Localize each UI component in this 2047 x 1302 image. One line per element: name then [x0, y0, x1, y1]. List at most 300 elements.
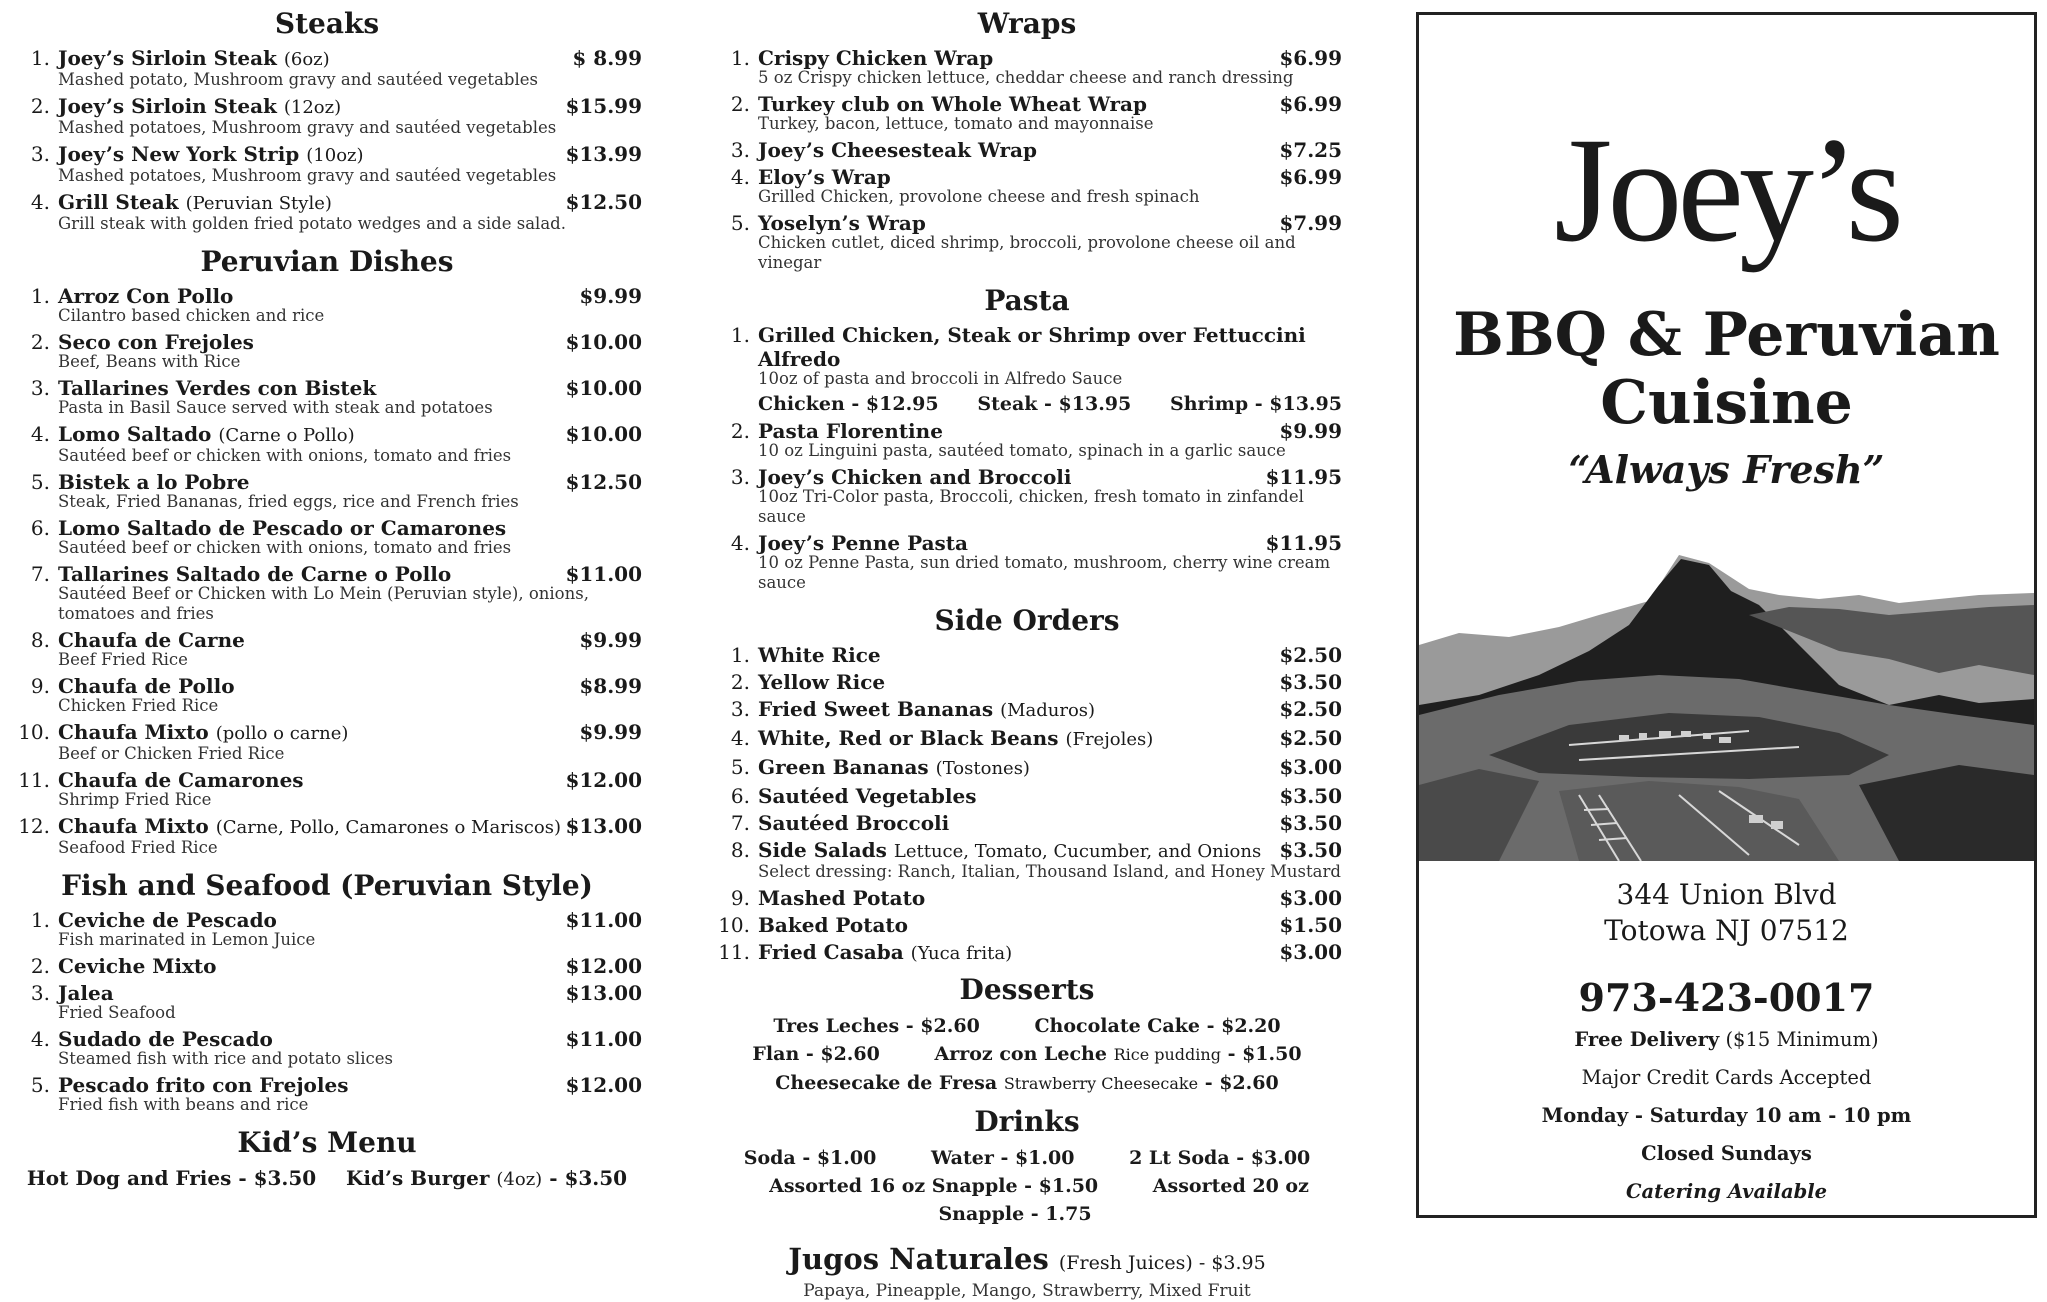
item-price: $15.99 — [565, 94, 642, 118]
item-name: Baked Potato — [758, 913, 909, 937]
kids-item-hotdog: Hot Dog and Fries - $3.50 — [26, 1166, 317, 1190]
item-number: 3. — [30, 376, 50, 400]
item-name: White, Red or Black Beans — [758, 726, 1059, 750]
item-price: $11.00 — [565, 562, 642, 586]
item-number: 8. — [730, 838, 750, 862]
item-price: $13.00 — [565, 981, 642, 1005]
item-number: 1. — [730, 643, 750, 667]
item-name: Fried Sweet Bananas — [758, 697, 994, 721]
item-name-wrap — [58, 981, 565, 1005]
section-title-fish: Fish and Seafood (Peruvian Style) — [61, 869, 593, 902]
item-description: Grilled Chicken, provolone cheese and fresh spinach — [758, 187, 1200, 206]
item-description: Shrimp Fried Rice — [58, 790, 212, 809]
section-title-drinks: Drinks — [974, 1105, 1080, 1138]
item-number: 7. — [730, 811, 750, 835]
item-name: Lomo Saltado — [58, 422, 212, 446]
menu-item — [712, 465, 1342, 531]
item-name-wrap — [58, 46, 572, 72]
item-number: 5. — [730, 211, 750, 235]
item-price: $12.50 — [565, 190, 642, 214]
price-shrimp: Shrimp - $13.95 — [1170, 393, 1342, 415]
item-number: 2. — [30, 94, 50, 118]
item-price: $7.99 — [1279, 211, 1342, 235]
menu-item — [712, 913, 1342, 937]
item-number: 11. — [18, 768, 50, 792]
item-price: $9.99 — [579, 720, 642, 744]
item-number: 2. — [730, 670, 750, 694]
item-description: Fried Seafood — [58, 1003, 176, 1022]
item-number: 7. — [30, 562, 50, 586]
drink-water: Water - $1.00 — [930, 1147, 1075, 1169]
item-price: $1.50 — [1279, 913, 1342, 937]
menu-item — [712, 531, 1342, 597]
item-name: Yellow Rice — [758, 670, 886, 694]
item-name: Joey’s Chicken and Broccoli — [758, 465, 1072, 489]
drink-2lt-soda: 2 Lt Soda - $3.00 — [1129, 1147, 1311, 1169]
item-description: Sautéed Beef or Chicken with Lo Mein (Peruvian style), onions, tomatoes and fries — [58, 584, 589, 623]
closed-days: Closed Sundays — [1641, 1142, 1812, 1165]
item-number: 3. — [730, 465, 750, 489]
kids-burger-price: - $3.50 — [549, 1166, 628, 1190]
item-description: Mashed potato, Mushroom gravy and sautéed vegetables — [58, 70, 538, 89]
item-note: (12oz) — [283, 97, 342, 118]
kids-burger-size: (4oz) — [496, 1169, 543, 1190]
item-name-wrap — [58, 1027, 565, 1051]
item-price: $12.00 — [565, 954, 642, 978]
item-name-wrap — [758, 531, 1265, 555]
item-note: Lettuce, Tomato, Cucumber, and Onions — [893, 841, 1262, 862]
item-price: $9.99 — [1279, 419, 1342, 443]
drink-soda: Soda - $1.00 — [743, 1147, 877, 1169]
item-number: 5. — [30, 1073, 50, 1097]
item-description: Turkey, bacon, lettuce, tomato and mayonnaise — [758, 114, 1154, 133]
item-note: (10oz) — [306, 145, 364, 166]
menu-item — [12, 46, 642, 94]
item-price: $11.95 — [1265, 531, 1342, 555]
tagline-line-2: Cuisine — [1600, 368, 1853, 438]
menu-item — [12, 562, 642, 628]
item-number: 2. — [730, 419, 750, 443]
item-price: $7.25 — [1279, 138, 1342, 162]
dessert-price: - $2.60 — [1204, 1072, 1279, 1094]
item-number: 6. — [730, 784, 750, 808]
item-number: 4. — [30, 1027, 50, 1051]
menu-item — [12, 954, 642, 978]
item-name: Ceviche de Pescado — [58, 908, 277, 932]
sides-list — [712, 643, 1342, 966]
item-name-wrap — [758, 697, 1279, 723]
item-name-wrap — [58, 674, 579, 698]
contact-info — [1419, 877, 2034, 1211]
item-number: 4. — [30, 422, 50, 446]
menu-item — [712, 726, 1342, 752]
menu-item — [712, 92, 1342, 138]
jugos-flavors: Papaya, Pineapple, Mango, Strawberry, Mixed Fruit — [803, 1281, 1251, 1301]
address-line-1: 344 Union Blvd — [1616, 878, 1837, 911]
section-title-wraps: Wraps — [977, 7, 1077, 40]
item-description: Fish marinated in Lemon Juice — [58, 930, 316, 949]
item-number: 4. — [730, 531, 750, 555]
menu-item — [712, 46, 1342, 92]
item-description: Steamed fish with rice and potato slices — [58, 1049, 393, 1068]
menu-column-middle — [712, 0, 1342, 1302]
section-title-peruvian: Peruvian Dishes — [200, 245, 454, 278]
dessert-price: - $1.50 — [1227, 1043, 1302, 1065]
item-name-wrap — [758, 46, 1279, 70]
item-description: Beef or Chicken Fried Rice — [58, 744, 285, 763]
item-price: $12.00 — [565, 768, 642, 792]
item-name: Chaufa Mixto — [58, 814, 209, 838]
item-note: (Yuca frita) — [910, 943, 1013, 964]
item-name-wrap — [58, 768, 565, 792]
item-price: $9.99 — [579, 628, 642, 652]
dessert-subtitle: Rice pudding — [1113, 1045, 1221, 1064]
menu-item — [12, 768, 642, 814]
item-number: 2. — [30, 330, 50, 354]
item-name: Grilled Chicken, Steak or Shrimp over Fettuccini Alfredo — [758, 323, 1306, 371]
item-number: 9. — [30, 674, 50, 698]
item-description: Chicken cutlet, diced shrimp, broccoli, provolone cheese oil and vinegar — [758, 233, 1296, 272]
item-name: Bistek a lo Pobre — [58, 470, 250, 494]
item-name-wrap — [758, 92, 1279, 116]
item-price: $8.99 — [579, 674, 642, 698]
item-price: $12.50 — [565, 470, 642, 494]
item-name: Sudado de Pescado — [58, 1027, 273, 1051]
desserts-row-3 — [712, 1069, 1342, 1098]
kids-burger-name: Kid’s Burger — [346, 1166, 490, 1190]
item-name-wrap — [758, 138, 1279, 162]
item-description: Fried fish with beans and rice — [58, 1095, 309, 1114]
item-name-wrap — [758, 165, 1279, 189]
item-number: 3. — [730, 138, 750, 162]
item-description: Mashed potatoes, Mushroom gravy and sautéed vegetables — [58, 166, 557, 185]
section-title-jugos — [712, 1242, 1342, 1280]
menu-column-left — [12, 0, 642, 1193]
jugos-price: (Fresh Juices) - $3.95 — [1058, 1252, 1266, 1274]
dessert-chocolate-cake: Chocolate Cake - $2.20 — [1034, 1015, 1281, 1037]
item-price: $6.99 — [1279, 46, 1342, 70]
section-title-desserts: Desserts — [959, 973, 1095, 1006]
item-name: Yoselyn’s Wrap — [758, 211, 926, 235]
item-note: (Carne o Pollo) — [218, 425, 355, 446]
item-name: Ceviche Mixto — [58, 954, 217, 978]
menu-item — [712, 138, 1342, 162]
phone-number[interactable]: 973-423-0017 — [1578, 975, 1875, 1020]
item-note: (Tostones) — [935, 758, 1030, 779]
item-number: 5. — [30, 470, 50, 494]
item-price: $3.50 — [1279, 670, 1342, 694]
item-name: Sautéed Broccoli — [758, 811, 950, 835]
delivery-minimum: ($15 Minimum) — [1725, 1028, 1879, 1051]
item-name: Mashed Potato — [758, 886, 926, 910]
item-name-wrap — [58, 376, 565, 400]
menu-item — [712, 419, 1342, 465]
menu-item — [12, 981, 642, 1027]
menu-item — [12, 814, 642, 862]
item-name: Jalea — [58, 981, 114, 1005]
item-name-wrap — [58, 142, 565, 168]
menu-item — [12, 376, 642, 422]
item-description: Steak, Fried Bananas, fried eggs, rice and French fries — [58, 492, 519, 511]
menu-item — [712, 940, 1342, 966]
item-name-wrap — [58, 190, 565, 216]
item-name: Joey’s Sirloin Steak — [58, 94, 277, 118]
item-description: Select dressing: Ranch, Italian, Thousand Island, and Honey Mustard — [758, 862, 1341, 881]
item-name: Tallarines Saltado de Carne o Pollo — [58, 562, 452, 586]
kids-item-burger — [346, 1165, 627, 1193]
item-name: Chaufa de Carne — [58, 628, 245, 652]
item-price: $12.00 — [565, 1073, 642, 1097]
item-description: 10oz of pasta and broccoli in Alfredo Sauce — [758, 369, 1123, 388]
item-name-wrap — [58, 720, 579, 746]
item-number: 10. — [18, 720, 50, 744]
drink-snapple-16: Assorted 16 oz Snapple - $1.50 — [769, 1175, 1099, 1197]
menu-item — [12, 422, 642, 470]
dessert-arroz-con-leche — [935, 1043, 1302, 1065]
item-price: $3.00 — [1279, 755, 1342, 779]
menu-item — [712, 784, 1342, 808]
item-name-wrap — [758, 670, 1279, 694]
item-note: (Peruvian Style) — [185, 193, 332, 214]
item-name-wrap — [58, 330, 565, 354]
tagline-line-1: BBQ & Peruvian — [1453, 300, 2000, 370]
menu-item — [12, 330, 642, 376]
menu-item — [712, 755, 1342, 781]
item-name-wrap — [58, 954, 565, 978]
pasta-price-options — [758, 393, 1342, 415]
price-chicken: Chicken - $12.95 — [758, 393, 939, 415]
menu-item — [712, 165, 1342, 211]
item-name: Joey’s New York Strip — [58, 142, 300, 166]
fish-list — [12, 908, 642, 1119]
item-name-wrap — [758, 838, 1279, 864]
item-name: Joey’s Sirloin Steak — [58, 46, 277, 70]
item-name: Joey’s Penne Pasta — [758, 531, 968, 555]
dessert-name: Arroz con Leche — [934, 1043, 1107, 1065]
peruvian-list — [12, 284, 642, 862]
menu-item — [12, 720, 642, 768]
item-price: $10.00 — [565, 376, 642, 400]
item-name: Lomo Saltado de Pescado or Camarones — [58, 516, 507, 540]
item-number: 3. — [730, 697, 750, 721]
item-number: 8. — [30, 628, 50, 652]
section-title-pasta: Pasta — [984, 284, 1070, 317]
item-description: 10oz Tri-Color pasta, Broccoli, chicken, fresh tomato in zinfandel sauce — [758, 487, 1304, 526]
brand-panel — [1416, 12, 2037, 1218]
section-title-kids: Kid’s Menu — [237, 1126, 417, 1159]
dessert-subtitle: Strawberry Cheesecake — [1003, 1074, 1199, 1093]
item-number: 11. — [718, 940, 750, 964]
desserts-row-2 — [712, 1040, 1342, 1069]
item-name: Chaufa Mixto — [58, 720, 209, 744]
item-number: 1. — [30, 284, 50, 308]
item-name-wrap — [58, 284, 579, 308]
item-price: $9.99 — [579, 284, 642, 308]
menu-item — [12, 674, 642, 720]
item-price: $2.50 — [1279, 726, 1342, 750]
menu-item — [712, 211, 1342, 277]
item-number: 3. — [30, 981, 50, 1005]
item-name: Sautéed Vegetables — [758, 784, 977, 808]
item-price: $13.00 — [565, 814, 642, 838]
item-name-wrap — [58, 908, 565, 932]
pasta-item-1 — [712, 323, 1342, 419]
item-description: Sautéed beef or chicken with onions, tomato and fries — [58, 446, 512, 465]
item-price: $3.50 — [1279, 838, 1342, 862]
item-description: 10 oz Linguini pasta, sautéed tomato, spinach in a garlic sauce — [758, 441, 1286, 460]
steaks-list — [12, 46, 642, 238]
item-number: 4. — [730, 726, 750, 750]
menu-item — [712, 838, 1342, 886]
item-name: Crispy Chicken Wrap — [758, 46, 994, 70]
brand-slogan: “Always Fresh” — [1568, 447, 1885, 492]
item-description: Cilantro based chicken and rice — [58, 306, 325, 325]
item-price: $10.00 — [565, 422, 642, 446]
item-name: Fried Casaba — [758, 940, 904, 964]
item-name-wrap — [758, 784, 1279, 808]
menu-item — [712, 697, 1342, 723]
item-number: 2. — [730, 92, 750, 116]
item-number: 10. — [718, 913, 750, 937]
item-description: Seafood Fried Rice — [58, 838, 218, 857]
item-name-wrap — [758, 465, 1265, 489]
item-number: 4. — [730, 165, 750, 189]
item-name: Eloy’s Wrap — [758, 165, 891, 189]
menu-item — [12, 190, 642, 238]
drinks-row-1 — [712, 1144, 1342, 1172]
item-description: Beef Fried Rice — [58, 650, 188, 669]
menu-item — [12, 94, 642, 142]
section-title-steaks: Steaks — [274, 7, 380, 40]
dessert-cheesecake — [775, 1072, 1278, 1094]
brand-tagline — [1419, 301, 2034, 437]
item-note: (pollo o carne) — [215, 723, 349, 744]
item-price: $3.50 — [1279, 784, 1342, 808]
item-description: 10 oz Penne Pasta, sun dried tomato, mushroom, cherry wine cream sauce — [758, 553, 1331, 592]
item-name: Chaufa de Camarones — [58, 768, 304, 792]
item-name-wrap — [758, 940, 1279, 966]
item-name-wrap — [58, 814, 565, 840]
dessert-flan: Flan - $2.60 — [752, 1043, 880, 1065]
jugos-title: Jugos Naturales — [788, 1242, 1049, 1276]
menu-item — [12, 1073, 642, 1119]
item-number: 6. — [30, 516, 50, 540]
item-name: Arroz Con Pollo — [58, 284, 234, 308]
menu-item — [12, 1027, 642, 1073]
item-price: $2.50 — [1279, 697, 1342, 721]
item-number: 4. — [30, 190, 50, 214]
item-name-wrap — [758, 726, 1279, 752]
item-number: 1. — [730, 46, 750, 70]
delivery-label: Free Delivery — [1574, 1028, 1720, 1051]
item-price: $6.99 — [1279, 165, 1342, 189]
item-price: $10.00 — [565, 330, 642, 354]
menu-item — [12, 908, 642, 954]
credit-cards-info: Major Credit Cards Accepted — [1581, 1066, 1872, 1089]
menu-item — [12, 516, 642, 562]
menu-item — [712, 670, 1342, 694]
item-price: $ 8.99 — [572, 46, 642, 70]
brand-logo-text: Joey’s — [1554, 107, 1899, 273]
item-note: (Carne, Pollo, Camarones o Mariscos) — [215, 817, 561, 838]
menu-item — [712, 811, 1342, 835]
item-name-wrap — [758, 211, 1279, 235]
item-name-wrap — [58, 628, 579, 652]
item-description: Pasta in Basil Sauce served with steak and potatoes — [58, 398, 493, 417]
item-note: (Maduros) — [1000, 700, 1096, 721]
menu-item — [12, 470, 642, 516]
item-description: Mashed potatoes, Mushroom gravy and sautéed vegetables — [58, 118, 557, 137]
desserts-row-1 — [712, 1012, 1342, 1040]
drink-snapple-20: Assorted 20 oz Snapple - 1.75 — [938, 1175, 1309, 1225]
menu-item — [12, 142, 642, 190]
item-number: 5. — [730, 755, 750, 779]
menu-item — [712, 643, 1342, 667]
item-description: Sautéed beef or chicken with onions, tomato and fries — [58, 538, 512, 557]
item-number: 12. — [18, 814, 50, 838]
item-name: Grill Steak — [58, 190, 179, 214]
item-price: $13.99 — [565, 142, 642, 166]
item-note: (6oz) — [283, 49, 330, 70]
item-price: $11.00 — [565, 908, 642, 932]
item-name-wrap — [758, 755, 1279, 781]
menu-item — [712, 886, 1342, 910]
dessert-name: Cheesecake de Fresa — [775, 1072, 998, 1094]
item-name: Joey’s Cheesesteak Wrap — [758, 138, 1038, 162]
menu-item — [12, 628, 642, 674]
item-name: White Rice — [758, 643, 881, 667]
item-name: Pescado frito con Frejoles — [58, 1073, 349, 1097]
item-price: $11.95 — [1265, 465, 1342, 489]
drinks-row-2 — [712, 1172, 1342, 1228]
item-name: Turkey club on Whole Wheat Wrap — [758, 92, 1147, 116]
item-price: $3.50 — [1279, 811, 1342, 835]
item-name-wrap — [758, 913, 1279, 937]
item-number: 9. — [730, 886, 750, 910]
section-title-sides: Side Orders — [934, 604, 1120, 637]
pasta-list — [712, 419, 1342, 597]
address-line-2: Totowa NJ 07512 — [1604, 914, 1849, 947]
item-name: Tallarines Verdes con Bistek — [58, 376, 377, 400]
item-price: $3.00 — [1279, 886, 1342, 910]
dessert-tres-leches: Tres Leches - $2.60 — [773, 1015, 980, 1037]
price-steak: Steak - $13.95 — [977, 393, 1132, 415]
item-price: $6.99 — [1279, 92, 1342, 116]
item-number: 1. — [30, 46, 50, 70]
item-name: Seco con Frejoles — [58, 330, 254, 354]
item-name: Green Bananas — [758, 755, 929, 779]
item-price: $3.00 — [1279, 940, 1342, 964]
business-hours: Monday - Saturday 10 am - 10 pm — [1541, 1104, 1912, 1127]
item-name-wrap — [758, 886, 1279, 910]
item-name-wrap — [58, 422, 565, 448]
menu-item — [12, 284, 642, 330]
item-note: (Frejoles) — [1065, 729, 1154, 750]
item-number: 3. — [30, 142, 50, 166]
item-description: Beef, Beans with Rice — [58, 352, 241, 371]
item-name-wrap — [58, 562, 565, 586]
item-name-wrap — [758, 811, 1279, 835]
item-name: Chaufa de Pollo — [58, 674, 235, 698]
delivery-info — [1419, 1021, 2034, 1059]
item-name-wrap — [58, 94, 565, 120]
item-name-wrap — [58, 470, 565, 494]
item-name: Side Salads — [758, 838, 887, 862]
item-description: Grill steak with golden fried potato wedges and a side salad. — [58, 214, 566, 233]
kids-menu-row — [12, 1165, 642, 1193]
item-price: $2.50 — [1279, 643, 1342, 667]
item-name-wrap — [758, 419, 1279, 443]
